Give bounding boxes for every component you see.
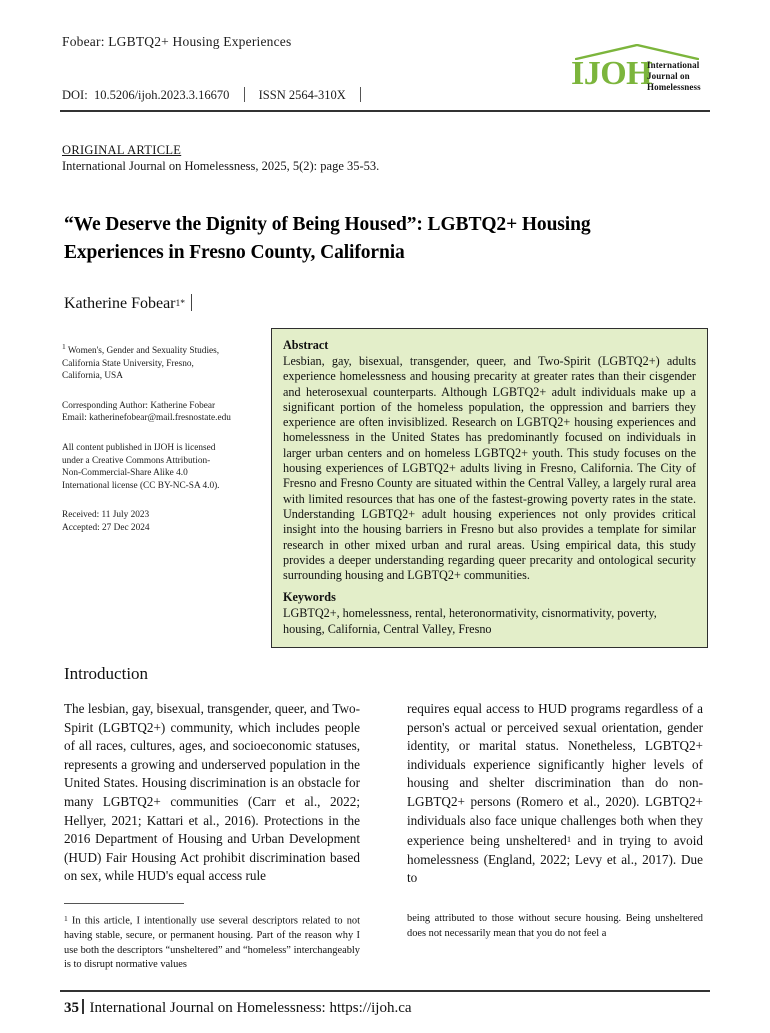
footnote-separator-rule xyxy=(64,903,184,904)
affiliation-marker: 1 xyxy=(62,342,66,351)
keywords-heading: Keywords xyxy=(283,590,336,605)
accepted-date: Accepted: 27 Dec 2024 xyxy=(62,523,150,534)
dates-block xyxy=(62,509,262,534)
journal-logo xyxy=(561,44,713,102)
logo-subtitle-line-3: Homelessness xyxy=(647,82,701,92)
page-title: “We Deserve the Dignity of Being Housed”: LGBTQ2+ Housing Experiences in Fresno County, California xyxy=(64,214,591,264)
identifier-line xyxy=(62,87,372,103)
logo-subtitle xyxy=(647,60,701,93)
footer-rule xyxy=(60,990,710,992)
article-citation: International Journal on Homelessness, 2025, 5(2): page 35-53. xyxy=(62,159,380,173)
affiliation-line-3: California, USA xyxy=(62,371,123,382)
license-line-3: Non-Commercial-Share Alike 4.0 xyxy=(62,468,188,479)
logo-wordmark: IJOH xyxy=(571,55,653,92)
running-head: Fobear: LGBTQ2+ Housing Experiences xyxy=(62,34,292,49)
body-right-part-1: requires equal access to HUD programs regardless of a person's actual or perceived sexual orientation, gender identity, or marital status. Nonetheless, LGBTQ2+ individuals experience significantly higher levels of housing and shelter discrimination than do non-LGBTQ2+ persons (Romero et al., 2020). LGBTQ2+ individuals also face unique challenges both when they experience being unsheltered xyxy=(407,701,703,849)
affiliation-line-2: California State University, Fresno, xyxy=(62,358,194,369)
abstract-box xyxy=(271,328,708,648)
doi-label: DOI: xyxy=(62,88,88,102)
section-heading-introduction: Introduction xyxy=(64,664,149,683)
logo-subtitle-line-2: Journal on xyxy=(647,71,690,81)
article-type-label: ORIGINAL ARTICLE xyxy=(62,143,182,157)
footnote-left-body: In this article, I intentionally use several descriptors related to not having stable, secure, or permanent housing. Part of the reason why I use both the descriptors “unsheltered” and “homeless” interchangeably is to disrupt normative values xyxy=(64,915,360,971)
footer-divider xyxy=(82,999,84,1014)
affiliation-block xyxy=(62,341,262,383)
body-right-part-2: and in trying to avoid homelessness (England, 2022; Levy et al., 2017). Due to xyxy=(407,833,704,886)
header-rule xyxy=(60,110,710,112)
correspondence-block xyxy=(62,400,262,425)
license-line-1: All content published in IJOH is licensed xyxy=(62,443,216,454)
issn-value: ISSN 2564-310X xyxy=(258,88,346,102)
license-line-2: under a Creative Commons Attribution- xyxy=(62,455,211,466)
footer-journal-url[interactable]: International Journal on Homelessness: https://ijoh.ca xyxy=(89,1000,412,1016)
author-name: Katherine Fobear xyxy=(64,295,176,312)
keywords-list: LGBTQ2+, homelessness, rental, heteronormativity, cisnormativity, poverty, housing, California, Central Valley, Fresno xyxy=(283,606,657,636)
footnote-marker: 1 xyxy=(64,914,68,923)
license-line-4: International license (CC BY-NC-SA 4.0). xyxy=(62,480,220,491)
footnote-column-left xyxy=(64,912,360,973)
logo-subtitle-line-1: International xyxy=(647,60,700,70)
received-date: Received: 11 July 2023 xyxy=(62,510,150,521)
affiliation-text-1: Women's, Gender and Sexuality Studies, xyxy=(67,346,220,357)
body-column-left xyxy=(64,700,360,886)
page-footer xyxy=(64,999,412,1017)
identifier-divider-end xyxy=(360,87,361,102)
abstract-heading: Abstract xyxy=(283,338,329,352)
footnote-column-right xyxy=(407,912,703,941)
body-paragraph-left: The lesbian, gay, bisexual, transgender, queer, and Two-Spirit (LGBTQ2+) community, which includes people of all races, cultures, ages, and socioeconomic statuses, represents a growing and underserved population in the United States. Housing discrimination is an obstacle for many LGBTQ2+ communities (Carr et al., 2022; Hellyer, 2021; Kattari et al., 2016). Protections in the 2016 Department of Housing and Urban Development (HUD) Fair Housing Act prohibit discrimination based on sex, while HUD's equal access rule xyxy=(64,701,360,884)
footnote-text-left xyxy=(64,912,360,973)
author-divider xyxy=(191,294,192,311)
abstract-body: Lesbian, gay, bisexual, transgender, queer, and Two-Spirit (LGBTQ2+) adults experience homelessness and housing precarity at greater rates than their cisgender and heterosexual counterparts. Although LGBTQ2+ adult individuals make up a significant portion of the homeless population, the oppression and barriers they experience are often invisiblized. Research on LGBTQ2+ housing experiences and homelessness in the United States has predominantly focused on individuals in larger urban centers and on homeless LGBTQ2+ youth. This study focuses on the housing experiences of LGBTQ2+ adults living in Fresno, California. The City of Fresno and Fresno County are situated within the Central Valley, a largely rural area with limited resources that has one of the fastest-growing poverty rates in the state. Understanding LGBTQ2+ adult housing experiences not only provides critical insight into the housing barriers in Fresno but also provides a template for similar research in other mixed urban and rural areas. Using empirical data, this study provides a deeper understanding regarding queer precarity and ontological security surrounding housing and LGBTQ2+ communities. xyxy=(283,354,696,583)
article-metadata-column xyxy=(62,341,262,535)
corresponding-email[interactable]: Email: katherinefobear@mail.fresnostate.edu xyxy=(62,413,231,424)
body-paragraph-right xyxy=(407,700,703,888)
identifier-divider xyxy=(244,87,245,102)
author-affiliation-mark: 1* xyxy=(175,299,186,309)
body-column-right xyxy=(407,700,703,888)
license-block xyxy=(62,442,262,492)
author-byline xyxy=(64,294,192,313)
page-number: 35 xyxy=(64,1000,79,1016)
affiliation-line-1 xyxy=(62,341,262,358)
doi-value[interactable]: 10.5206/ijoh.2023.3.16670 xyxy=(93,88,230,102)
footnote-reference-1[interactable]: 1 xyxy=(566,834,572,845)
corresponding-author: Corresponding Author: Katherine Fobear xyxy=(62,400,216,411)
footnote-text-right: being attributed to those without secure housing. Being unsheltered does not necessarily mean that you do not feel a xyxy=(407,913,703,939)
